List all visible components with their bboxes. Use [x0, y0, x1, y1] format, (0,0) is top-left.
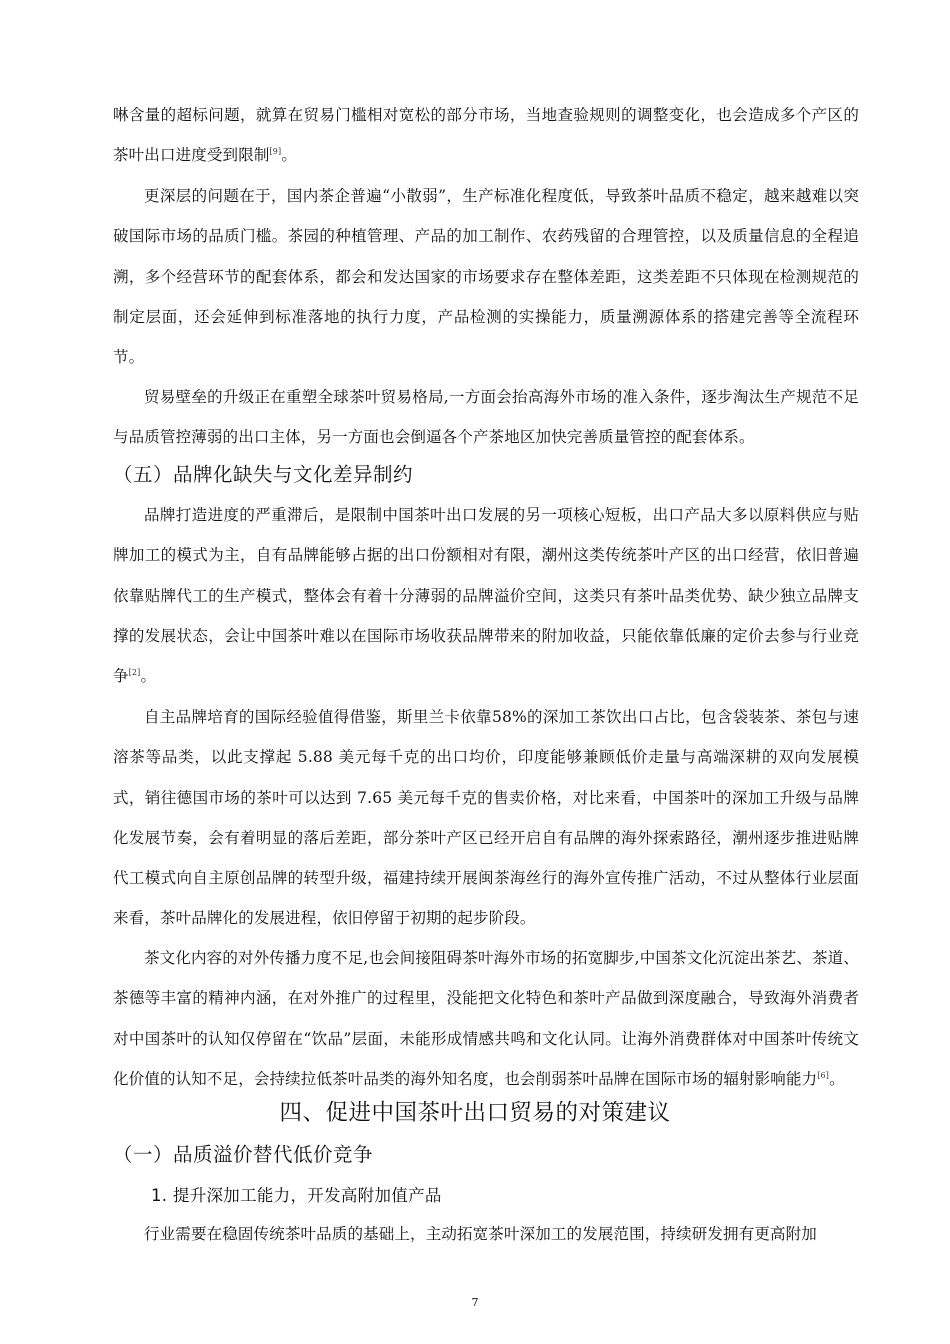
- subsection-heading-deep-processing: 1. 提升深加工能力，开发高附加值产品: [151, 1186, 442, 1205]
- citation-ref: [6]: [817, 1070, 830, 1080]
- section-heading-quality-premium: （一）品质溢价替代低价竞争: [113, 1143, 374, 1166]
- paragraph-text: 品牌打造进度的严重滞后，是限制中国茶叶出口发展的另一项核心短板，出口产品大多以原料供应与贴牌加工的模式为主，自有品牌能够占据的出口份额相对有限，潮州这类传统茶叶产区的出口经营，依旧普遍依靠贴牌代工的生产模式，整体会有着十分薄弱的品牌溢价空间，这类只有茶叶品类优势、缺少独立品牌支撑的发展状态，会让中国茶叶难以在国际市场收获品牌带来的附加收益，只能依靠低廉的定价去参与行业竞争: [113, 506, 859, 686]
- paragraph-deeper-problem: 更深层的问题在于，国内茶企普遍“小散弱”，生产标准化程度低，导致茶叶品质不稳定，越来越难以突破国际市场的品质门槛。茶园的种植管理、产品的加工制作、农药残留的合理管控，以及质量信息的全程追溯，多个经营环节的配套体系，都会和发达国家的市场要求存在整体差距，这类差距不只体现在检测规范的制定层面，还会延伸到标准落地的执行力度，产品检测的实操能力，质量溯源体系的搭建完善等全流程环节。: [113, 187, 859, 367]
- paragraph-tea-culture: [113, 938, 859, 1099]
- citation-ref: [2]: [128, 668, 141, 678]
- paragraph-text: 啉含量的超标问题，就算在贸易门槛相对宽松的部分市场，当地查验规则的调整变化，也会造成多个产区的茶叶出口进度受到限制: [113, 106, 859, 165]
- page-number: 7: [471, 1296, 479, 1309]
- paragraph-brand-lag: [113, 495, 859, 696]
- paragraph-barrier-upgrade: 贸易壁垒的升级正在重塑全球茶叶贸易格局,一方面会抬高海外市场的准入条件，逐步淘汰生产规范不足与品质管控薄弱的出口主体，另一方面也会倒逼各个产茶地区加快完善质量管控的配套体系。: [113, 388, 859, 447]
- section-heading-branding: （五）品牌化缺失与文化差异制约: [113, 463, 414, 486]
- citation-ref: [9]: [269, 147, 282, 157]
- chapter-heading-recommendations: 四、促进中国茶叶出口贸易的对策建议: [279, 1100, 671, 1126]
- paragraph-text: 茶文化内容的对外传播力度不足,也会间接阻碍茶叶海外市场的拓宽脚步,中国茶文化沉淀出茶艺、茶道、茶德等丰富的精神内涵，在对外推广的过程里，没能把文化特色和茶叶产品做到深度融合，导致海外消费者对中国茶叶的认知仅停留在“饮品”层面，未能形成情感共鸣和文化认同。让海外消费群体对中国茶叶传统文化价值的认知不足，会持续拉低茶叶品类的海外知名度，也会削弱茶叶品牌在国际市场的辐射影响能力: [113, 949, 859, 1088]
- paragraph-trade-barrier-tail: [113, 95, 859, 176]
- paragraph-tail: 。: [140, 667, 157, 686]
- paragraph-tail: 。: [829, 1069, 845, 1088]
- paragraph-tail: 。: [281, 146, 297, 165]
- paragraph-international-experience: 自主品牌培育的国际经验值得借鉴，斯里兰卡依靠58%的深加工茶饮出口占比，包含袋装茶、茶包与速溶茶等品类，以此支撑起 5.88 美元每千克的出口均价，印度能够兼顾低价走量与高端深耕的双向发展模式，销往德国市场的茶叶可以达到 7.65 美元每千克的售卖价格，对比来看，中国茶叶的深加工升级与品牌化发展节奏，会有着明显的落后差距，部分茶叶产区已经开启自有品牌的海外探索路径，潮州逐步推进贴牌代工模式向自主原创品牌的转型升级，福建持续开展闽茶海丝行的海外宣传推广活动，不过从整体行业层面来看，茶叶品牌化的发展进程，依旧停留于初期的起步阶段。: [113, 708, 859, 928]
- paragraph-industry-needs: 行业需要在稳固传统茶叶品质的基础上，主动拓宽茶叶深加工的发展范围，持续研发拥有更高附加: [144, 1225, 817, 1243]
